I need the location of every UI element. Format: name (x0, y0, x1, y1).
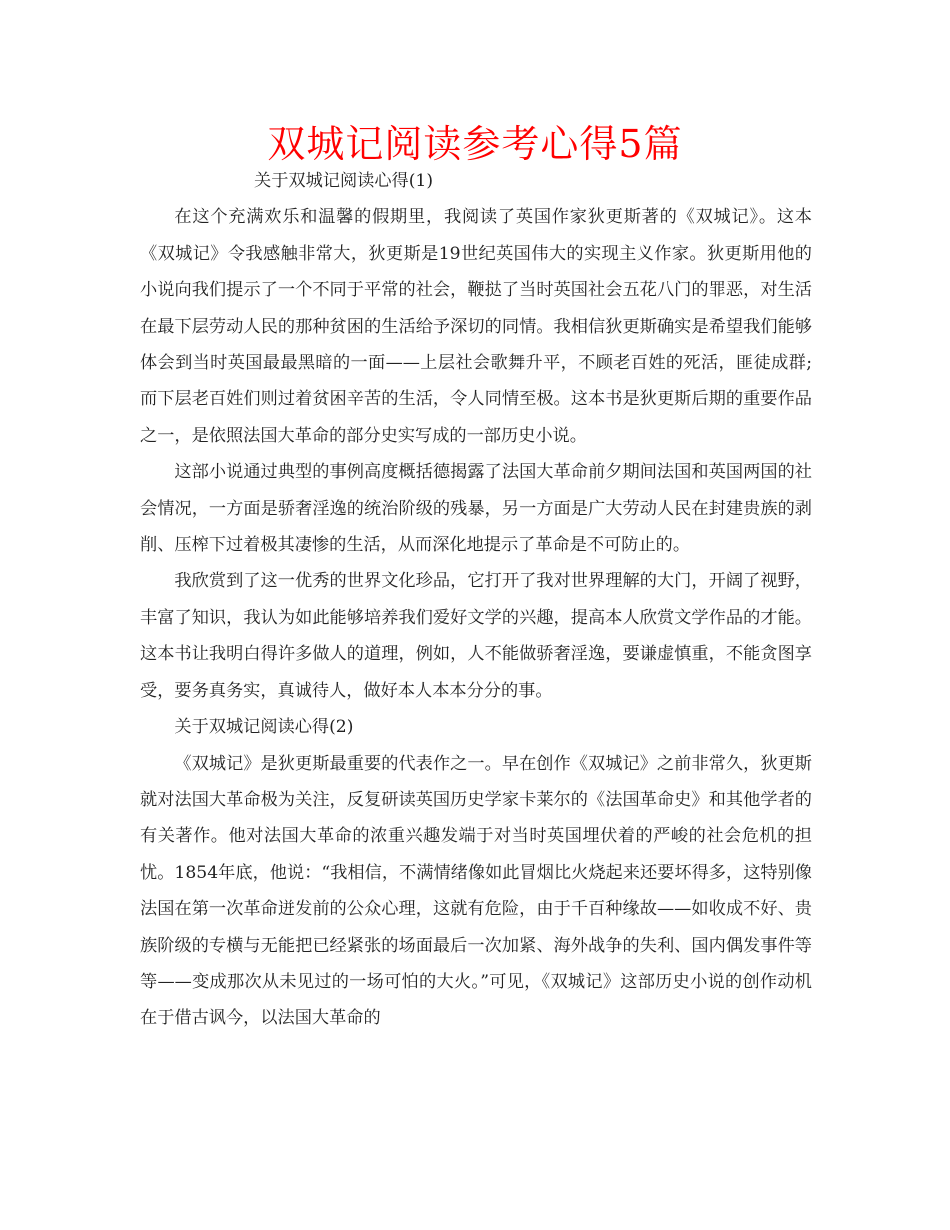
paragraph: 《双城记》是狄更斯最重要的代表作之一。早在创作《双城记》之前非常久，狄更斯就对法国大革命极为关注，反复研读英国历史学家卡莱尔的《法国革命史》和其他学者的有关著作。他对法国大革命的浓重兴趣发端于对当时英国埋伏着的严峻的社会危机的担忧。1854年底，他说：“我相信，不满情绪像如此冒烟比火烧起来还要坏得多，这特别像法国在第一次革命迸发前的公众心理，这就有危险，由于千百种缘故——如收成不好、贵族阶级的专横与无能把已经紧张的场面最后一次加紧、海外战争的失利、国内偶发事件等等——变成那次从未见过的一场可怕的大火。”可见，《双城记》这部历史小说的创作动机在于借古讽今，以法国大革命的 (140, 753, 812, 1029)
document-body (140, 163, 812, 1037)
section-heading: 关于双城记阅读心得(1) (254, 171, 434, 191)
paragraph: 在这个充满欢乐和温馨的假期里，我阅读了英国作家狄更斯著的《双城记》。这本《双城记》令我感触非常大，狄更斯是19世纪英国伟大的实现主义作家。狄更斯用他的小说向我们提示了一个不同于平常的社会，鞭挞了当时英国社会五花八门的罪恶，对生活在最下层劳动人民的那种贫困的生活给予深切的同情。我相信狄更斯确实是希望我们能够体会到当时英国最最黑暗的一面——上层社会歌舞升平，不顾老百姓的死活，匪徒成群;而下层老百姓们则过着贫困辛苦的生活，令人同情至极。这本书是狄更斯后期的重要作品之一，是依照法国大革命的部分史实写成的一部历史小说。 (140, 207, 812, 446)
document-title: 双城记阅读参考心得5篇 (267, 122, 683, 166)
paragraph: 这部小说通过典型的事例高度概括德揭露了法国大革命前夕期间法国和英国两国的社会情况，一方面是骄奢淫逸的统治阶级的残暴，另一方面是广大劳动人民在封建贵族的剥削、压榨下过着极其凄惨的生活，从而深化地提示了革命是不可防止的。 (140, 462, 812, 556)
section-heading: 关于双城记阅读心得(2) (174, 717, 354, 738)
paragraph: 我欣赏到了这一优秀的世界文化珍品，它打开了我对世界理解的大门，开阔了视野，丰富了知识，我认为如此能够培养我们爱好文学的兴趣，提高本人欣赏文学作品的才能。这本书让我明白得许多做人的道理，例如，人不能做骄奢淫逸，要谦虚慎重，不能贪图享受，要务真务实，真诚待人，做好本人本本分分的事。 (140, 571, 812, 701)
